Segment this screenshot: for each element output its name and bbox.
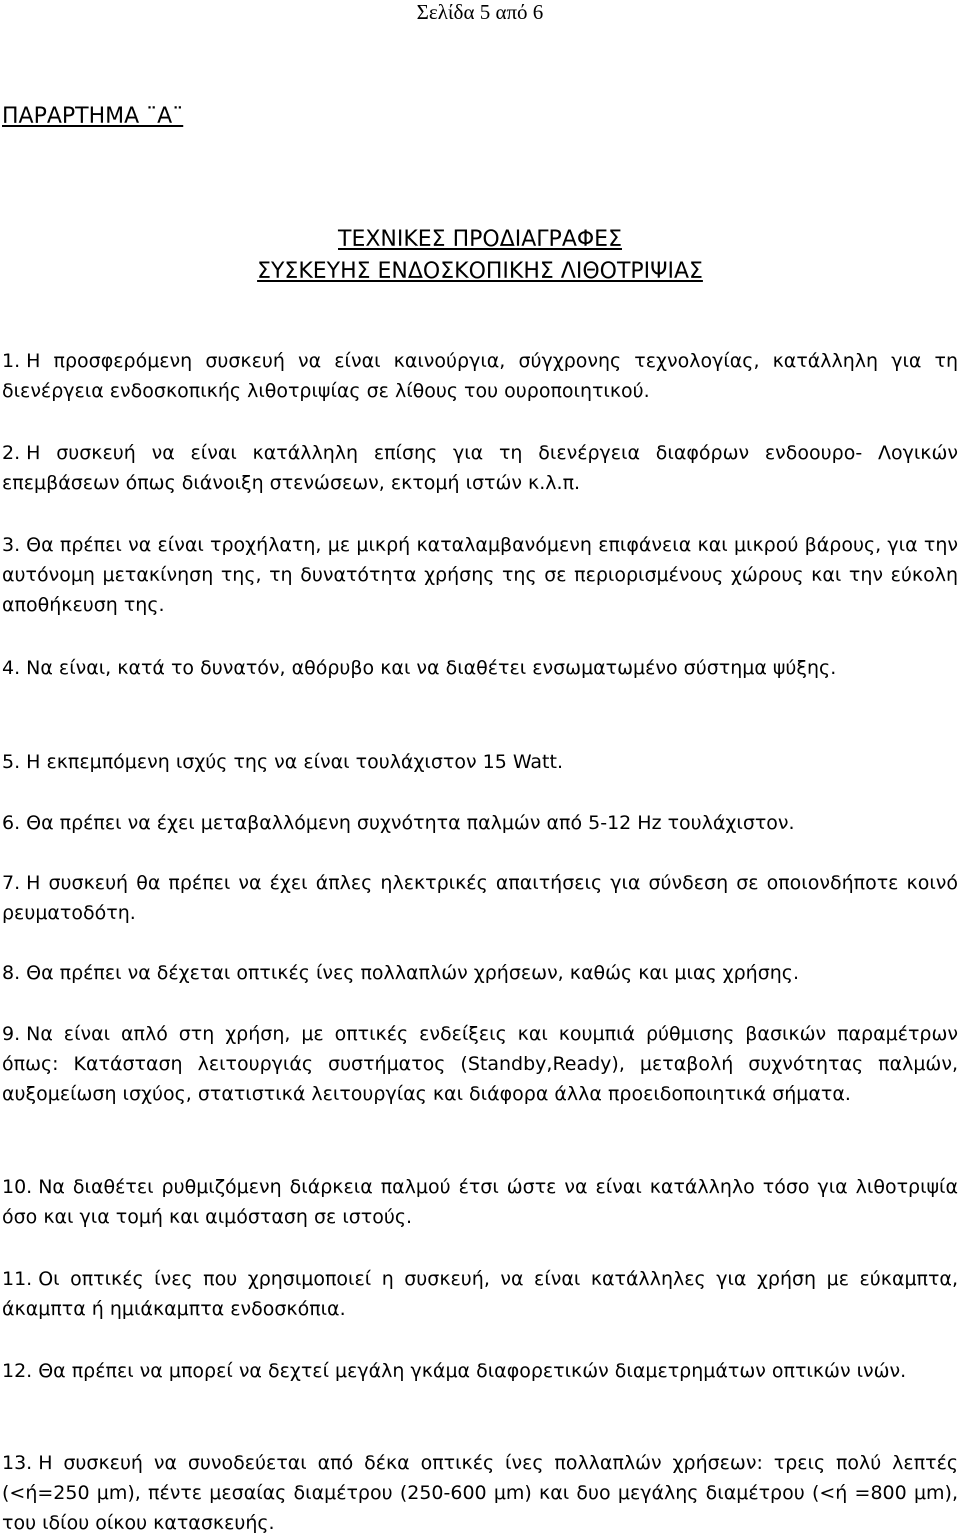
requirement-text: Να διαθέτει ρυθμιζόμενη διάρκεια παλμού έτσι ώστε να είναι κατάλληλο τόσο για λιθοτριψία όσο και για τομή και αιμόσταση σε ιστούς. — [2, 1176, 958, 1228]
requirement-number: 13. — [2, 1452, 33, 1474]
requirement-number: 6. — [2, 812, 21, 834]
requirement-text: Η συσκευή να είναι κατάλληλη επίσης για τη διενέργεια διαφόρων ενδοουρο- Λογικών επεμβάσεων όπως διάνοιξη στενώσεων, εκτομή ιστών κ.λ.π. — [2, 442, 958, 494]
requirement-item-10 — [2, 1172, 958, 1232]
requirement-item-2 — [2, 438, 958, 498]
requirement-number: 12. — [2, 1360, 33, 1382]
requirement-text: Θα πρέπει να έχει μεταβαλλόμενη συχνότητα παλμών από 5-12 Hz τουλάχιστον. — [26, 812, 795, 834]
page-indicator: Σελίδα 5 από 6 — [416, 0, 544, 24]
requirement-item-11 — [2, 1264, 958, 1324]
requirement-number: 1. — [2, 350, 21, 372]
requirement-text: Οι οπτικές ίνες που χρησιμοποιεί η συσκευή, να είναι κατάλληλες για χρήση με εύκαμπτα, άκαμπτα ή ημιάκαμπτα ενδοσκόπια. — [2, 1268, 958, 1320]
requirement-item-8 — [2, 958, 958, 988]
requirement-number: 9. — [2, 1023, 21, 1045]
requirement-number: 4. — [2, 657, 21, 679]
requirement-text: Να είναι απλό στη χρήση, με οπτικές ενδείξεις και κουμπιά ρύθμισης βασικών παραμέτρων όπως: Κατάσταση λειτουργιάς συστήματος (Standby,Ready), μεταβολή συχνότητας παλμών, αυξομείωση ισχύος, στατιστικά λειτουργίας και διάφορα άλλα προειδοποιητικά σήματα. — [2, 1023, 958, 1105]
requirement-item-7 — [2, 868, 958, 928]
requirement-text: Η προσφερόμενη συσκευή να είναι καινούργια, σύγχρονης τεχνολογίας, κατάλληλη για τη διενέργεια ενδοσκοπικής λιθοτριψίας σε λίθους του ουροποιητικού. — [2, 350, 958, 402]
requirement-text: Θα πρέπει να μπορεί να δεχτεί μεγάλη γκάμα διαφορετικών διαμετρημάτων οπτικών ινών. — [38, 1360, 907, 1382]
requirement-text: Να είναι, κατά το δυνατόν, αθόρυβο και να διαθέτει ενσωματωμένο σύστημα ψύξης. — [26, 657, 837, 679]
requirement-number: 7. — [2, 872, 21, 894]
requirement-text: Θα πρέπει να είναι τροχήλατη, με μικρή καταλαμβανόμενη επιφάνεια και μικρού βάρους, για την αυτόνομη μετακίνηση της, τη δυνατότητα χρήσης της σε περιορισμένους χώρους και την εύκολη αποθήκευση της. — [2, 534, 958, 616]
requirement-number: 11. — [2, 1268, 33, 1290]
requirement-item-1 — [2, 346, 958, 406]
requirement-text: Η συσκευή να συνοδεύεται από δέκα οπτικές ίνες πολλαπλών χρήσεων: τρεις πολύ λεπτές (<ή=250 μm), πέντε μεσαίας διαμέτρου (250-600 μm) και δυο μεγάλης διαμέτρου (<ή =800 μm), του ιδίου οίκου κατασκευής. — [2, 1452, 958, 1534]
specification-title-line2: ΣΥΣΚΕΥΗΣ ΕΝΔΟΣΚΟΠΙΚΗΣ ΛΙΘΟΤΡΙΨΙΑΣ — [257, 259, 703, 284]
requirement-item-9 — [2, 1019, 958, 1109]
requirement-text: Η συσκευή θα πρέπει να έχει άπλες ηλεκτρικές απαιτήσεις για σύνδεση σε οποιονδήποτε κοινό ρευματοδότη. — [2, 872, 958, 924]
requirement-number: 3. — [2, 534, 21, 556]
requirement-number: 10. — [2, 1176, 33, 1198]
requirement-text: Θα πρέπει να δέχεται οπτικές ίνες πολλαπλών χρήσεων, καθώς και μιας χρήσης. — [26, 962, 799, 984]
requirement-item-13 — [2, 1448, 958, 1538]
requirement-number: 2. — [2, 442, 21, 464]
appendix-title: ΠΑΡΑΡΤΗΜΑ ¨Α¨ — [2, 104, 184, 129]
requirement-item-3 — [2, 530, 958, 620]
requirement-item-5 — [2, 747, 958, 777]
specification-title-line1: ΤΕΧΝΙΚΕΣ ΠΡΟΔΙΑΓΡΑΦΕΣ — [338, 227, 622, 252]
requirement-item-6 — [2, 808, 958, 838]
requirement-number: 5. — [2, 751, 21, 773]
requirement-item-12 — [2, 1356, 958, 1386]
requirement-item-4 — [2, 653, 958, 683]
requirement-text: Η εκπεμπόμενη ισχύς της να είναι τουλάχιστον 15 Watt. — [26, 751, 563, 773]
requirement-number: 8. — [2, 962, 21, 984]
